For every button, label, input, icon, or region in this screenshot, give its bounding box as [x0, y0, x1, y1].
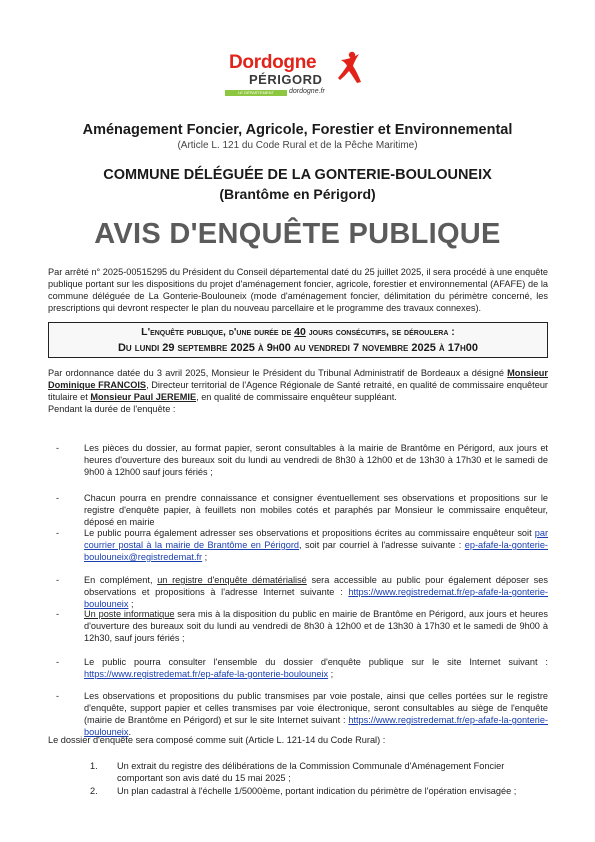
logo-line2: PÉRIGORD: [249, 72, 323, 87]
list-item-text: Chacun pourra en prendre connaissance et consigner éventuellement ses observations et propositions sur le registre d'enquête papier, à feuillets non mobiles cotés et paraphés par Monsieur le commissaire enquêteur, déposé en mairie: [84, 493, 548, 527]
designation-c: , en qualité de commissaire enquêteur suppléant.: [196, 392, 397, 402]
duration-text-a: L'enquête publique, d'une durée de: [141, 326, 292, 338]
list-item-text: [84, 574, 548, 610]
dates-line: Du lundi 29 septembre 2025 à 9h00 au vendredi 7 novembre 2025 à 17h00: [117, 342, 479, 354]
bullet-dash: -: [56, 493, 60, 503]
registre-link[interactable]: https://www.registredemat.fr/ep-afafe-la-gonterie-boulouneix: [84, 587, 548, 609]
registre-link[interactable]: https://www.registredemat.fr/ep-afafe-la-gonterie-boulouneix: [84, 669, 329, 679]
bullet-dash: -: [56, 575, 60, 585]
logo-line1: Dordogne: [229, 52, 317, 73]
logo-site: dordogne.fr: [289, 88, 325, 95]
text-part: ;: [202, 552, 208, 562]
text-part: ;: [328, 669, 334, 679]
list-item-text: [84, 527, 548, 563]
composition-heading: Le dossier d'enquête sera composé comme suit (Article L. 121-14 du Code Rural) :: [48, 735, 386, 745]
text-part: En complément,: [84, 575, 158, 585]
list-item-text: [84, 656, 548, 680]
text-part: , soit par courriel à l'adresse suivante :: [299, 540, 465, 550]
bullet-dash: -: [56, 528, 60, 538]
item-text: Un plan cadastral à l'échelle 1/5000ème, portant indication du périmètre de l'opération envisagée ;: [117, 786, 517, 796]
postal-address-link: par courrier postal à la mairie de Brantôme en Périgord: [84, 528, 548, 550]
notice-heading: AVIS D'ENQUÊTE PUBLIQUE: [94, 218, 501, 250]
designation-b: , Directeur territorial de l'Agence Régionale de Santé retraité, en qualité de commissaire enquêteur titulaire et: [48, 380, 548, 402]
duration-line: [49, 326, 547, 338]
text-part: Le public pourra également adresser ses observations et propositions écrites au commissaire enquêteur soit: [84, 528, 535, 538]
bullet-dash: -: [56, 657, 60, 667]
substitute-commissioner-name: Monsieur Paul JEREMIE: [90, 392, 197, 402]
text-part: Le public pourra consulter l'ensemble du dossier d'enquête publique sur le site Internet suivant :: [84, 657, 548, 667]
email-link[interactable]: ep-afafe-la-gonterie-boulouneix@registredemat.fr: [84, 540, 548, 562]
during-heading: Pendant la durée de l'enquête :: [48, 404, 176, 414]
duration-text-b: jours consécutifs, se déroulera :: [308, 326, 455, 338]
underlined-text: Un poste informatique: [84, 609, 175, 619]
designation-a: Par ordonnance datée du 3 avril 2025, Monsieur le Président du Tribunal Administratif de Bordeaux a désigné: [48, 368, 504, 378]
text-part: ;: [128, 599, 134, 609]
text-part: Les observations et propositions du public transmises par voie postale, ainsi que celles portées sur le registre d'enquête, support papier et celles transmises par voie électronique, seront consultables au siège de l'enquête (mairie de Brantôme en Périgord) et sur le site Internet suivant :: [84, 691, 548, 725]
inquiry-dates-box: [48, 322, 548, 358]
bullet-dash: -: [56, 691, 60, 701]
dordogne-perigord-logo: [225, 48, 365, 104]
document-title: Aménagement Foncier, Agricole, Forestier et Environnemental: [82, 122, 513, 138]
item-number: 1.: [90, 761, 98, 771]
text-part: sera mis à la disposition du public en mairie de Brantôme en Périgord, aux jours et heures d'ouverture des bureaux soit du lundi au vendredi de 8h30 à 12h00 et de 13h30 à 17h30 et le samedi de 9h00 à 12h30, sauf jours fériés ;: [84, 609, 548, 643]
commune-subtitle: (Brantôme en Périgord): [219, 186, 376, 202]
item-number: 2.: [90, 786, 98, 796]
text-part: sera accessible au public pour également déposer ses observations et propositions à l'adresse Internet suivante :: [84, 575, 548, 597]
text-part: .: [128, 727, 132, 737]
logo-green-bar: LE DÉPARTEMENT: [225, 90, 287, 96]
dancer-figure-icon: [337, 50, 363, 86]
list-item-text: Les pièces du dossier, au format papier, seront consultables à la mairie de Brantôme en Périgord, aux jours et heures d'ouverture des bureaux soit du lundi au vendredi de 8h30 à 12h00 et de 13h30 à 17h30 et le samedi de 9h00 à 12h00 sauf jours fériés ;: [84, 443, 548, 477]
designation-paragraph: [48, 367, 548, 403]
titular-commissioner-name: Monsieur Dominique FRANCOIS: [48, 368, 548, 390]
registre-link[interactable]: https://www.registredemat.fr/ep-afafe-la-gonterie-boulouneix: [84, 715, 548, 737]
duration-days: 40: [294, 326, 306, 338]
item-text: Un extrait du registre des délibérations de la Commission Communale d'Aménagement Foncier comportant son avis daté du 15 mai 2025 ;: [117, 761, 505, 783]
underlined-text: un registre d'enquête dématérialisé: [157, 575, 307, 585]
title-reference: (Article L. 121 du Code Rural et de la Pêche Maritime): [177, 140, 418, 151]
bullet-dash: -: [56, 443, 60, 453]
intro-paragraph: Par arrêté n° 2025-00515295 du Président du Conseil départemental daté du 25 juillet 2025, il sera procédé à une enquête publique portant sur les dispositions du projet d'aménagement foncier, agricole, forestier et environnemental (AFAFE) de la commune déléguée de La Gonterie-Boulouneix (mode d'aménagement foncier, délimitation du périmètre concerné, les prescriptions qui devront respecter le plan du nouveau parcellaire et le programme des travaux connexes).: [48, 267, 548, 313]
list-item-text: [84, 608, 548, 644]
bullet-dash: -: [56, 609, 60, 619]
commune-name: COMMUNE DÉLÉGUÉE DE LA GONTERIE-BOULOUNEIX: [103, 167, 492, 183]
list-item-text: [84, 690, 548, 738]
